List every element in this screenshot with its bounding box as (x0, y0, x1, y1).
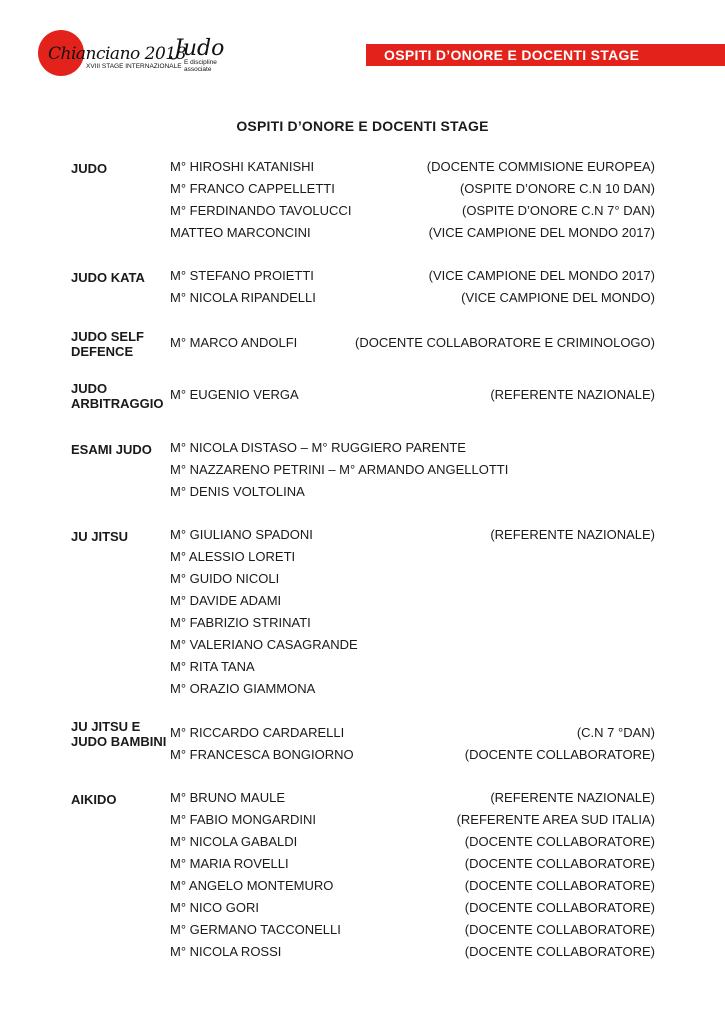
list-item (71, 875, 655, 897)
person-name: M° ANGELO MONTEMURO (170, 878, 334, 893)
person-name: M° FABRIZIO STRINATI (170, 615, 311, 630)
person-name: M° FERDINANDO TAVOLUCCI (170, 203, 352, 218)
person-role: (DOCENTE COLLABORATORE) (464, 834, 655, 849)
list-item (71, 481, 655, 503)
person-name: M° MARCO ANDOLFI (170, 335, 298, 350)
person-name: M° NICOLA ROSSI (170, 944, 282, 959)
logo-subtitle: XVIII STAGE INTERNAZIONALE (86, 63, 182, 70)
person-name: M° VALERIANO CASAGRANDE (170, 637, 358, 652)
person-role: (DOCENTE COLLABORATORE E CRIMINOLOGO) (354, 335, 655, 350)
section-judo-self-defence (71, 329, 655, 359)
section-ju-jitsu (71, 524, 655, 700)
person-name: MATTEO MARCONCINI (170, 225, 311, 240)
list-item (71, 831, 655, 853)
logo-wordmark: Chianciano 2018 (48, 44, 186, 64)
person-name: M° NICOLA GABALDI (170, 834, 298, 849)
section-aikido (71, 787, 655, 963)
person-name: M° BRUNO MAULE (170, 790, 285, 805)
list-item (71, 200, 655, 222)
person-name: M° RICCARDO CARDARELLI (170, 725, 345, 740)
header-band (366, 44, 725, 66)
person-name: M° GIULIANO SPADONI (170, 527, 313, 542)
list-item (71, 634, 655, 656)
list-item (71, 941, 655, 963)
list-item (71, 265, 655, 287)
person-name: M° NAZZARENO PETRINI – M° ARMANDO ANGELLOTTI (170, 462, 509, 477)
list-item (71, 744, 655, 766)
person-role: (DOCENTE COLLABORATORE) (464, 747, 655, 762)
person-name: M° DENIS VOLTOLINA (170, 484, 305, 499)
person-role: (VICE CAMPIONE DEL MONDO) (461, 290, 655, 305)
person-name: M° MARIA ROVELLI (170, 856, 289, 871)
person-role: (REFERENTE AREA SUD ITALIA) (456, 812, 655, 827)
category-label: JUDO ARBITRAGGIO (71, 381, 164, 411)
list-item (71, 590, 655, 612)
person-role: (DOCENTE COLLABORATORE) (464, 900, 655, 915)
person-name: M° RITA TANA (170, 659, 255, 674)
list-item (71, 568, 655, 590)
person-role: (OSPITE D’ONORE C.N 10 DAN) (459, 181, 655, 196)
person-role: (DOCENTE COLLABORATORE) (464, 878, 655, 893)
person-name: M° HIROSHI KATANISHI (170, 159, 315, 174)
person-name: M° NICOLA DISTASO – M° RUGGIERO PARENTE (170, 440, 466, 455)
person-role: (VICE CAMPIONE DEL MONDO 2017) (428, 268, 655, 283)
list-item (71, 612, 655, 634)
list-item (71, 678, 655, 700)
list-item (71, 459, 655, 481)
section-judo-arbitraggio (71, 381, 655, 411)
person-role: (REFERENTE NAZIONALE) (490, 790, 655, 805)
person-name: M° FRANCO CAPPELLETTI (170, 181, 335, 196)
category-label: JUDO (71, 161, 108, 176)
header-band-text: OSPITI D’ONORE E DOCENTI STAGE (384, 47, 640, 63)
section-judo (71, 156, 655, 244)
list-item (71, 287, 655, 309)
list-item (71, 897, 655, 919)
category-label: JU JITSU E JUDO BAMBINI (71, 719, 167, 749)
document-title: OSPITI D’ONORE E DOCENTI STAGE (236, 118, 489, 134)
section-esami-judo (71, 437, 655, 503)
person-role: (DOCENTE COLLABORATORE) (464, 856, 655, 871)
person-name: M° ALESSIO LORETI (170, 549, 296, 564)
list-item (71, 853, 655, 875)
list-item (71, 809, 655, 831)
list-item (71, 332, 655, 354)
person-role: (REFERENTE NAZIONALE) (490, 527, 655, 542)
list-item (71, 524, 655, 546)
person-role: (REFERENTE NAZIONALE) (490, 387, 655, 402)
person-name: M° STEFANO PROIETTI (170, 268, 314, 283)
person-role: (C.N 7 °DAN) (576, 725, 655, 740)
logo-disciplines: E discipline associate (184, 59, 217, 73)
person-name: M° DAVIDE ADAMI (170, 593, 282, 608)
person-role: (DOCENTE COLLABORATORE) (464, 922, 655, 937)
person-role: (DOCENTE COLLABORATORE) (464, 944, 655, 959)
list-item (71, 546, 655, 568)
category-label: AIKIDO (71, 792, 117, 807)
person-name: M° FRANCESCA BONGIORNO (170, 747, 354, 762)
person-role: (VICE CAMPIONE DEL MONDO 2017) (428, 225, 655, 240)
person-role: (DOCENTE COMMISIONE EUROPEA) (426, 159, 655, 174)
list-item (71, 722, 655, 744)
section-ju-jitsu-judo-bambini (71, 719, 655, 766)
person-role: (OSPITE D’ONORE C.N 7° DAN) (462, 203, 655, 218)
list-item (71, 156, 655, 178)
category-label: JU JITSU (71, 529, 129, 544)
category-label: JUDO KATA (71, 270, 145, 285)
person-name: M° FABIO MONGARDINI (170, 812, 317, 827)
list-item (71, 437, 655, 459)
event-logo (34, 30, 254, 82)
list-item (71, 656, 655, 678)
person-name: M° ORAZIO GIAMMONA (170, 681, 316, 696)
logo-judo: Judo (174, 36, 225, 61)
list-item (71, 222, 655, 244)
person-name: M° NICOLA RIPANDELLI (170, 290, 316, 305)
list-item (71, 787, 655, 809)
category-label: JUDO SELF DEFENCE (71, 329, 144, 359)
person-name: M° GERMANO TACCONELLI (170, 922, 341, 937)
list-item (71, 919, 655, 941)
section-judo-kata (71, 265, 655, 309)
person-name: M° GUIDO NICOLI (170, 571, 280, 586)
category-label: ESAMI JUDO (71, 442, 152, 457)
person-name: M° EUGENIO VERGA (170, 387, 299, 402)
person-name: M° NICO GORI (170, 900, 259, 915)
list-item (71, 178, 655, 200)
list-item (71, 384, 655, 406)
